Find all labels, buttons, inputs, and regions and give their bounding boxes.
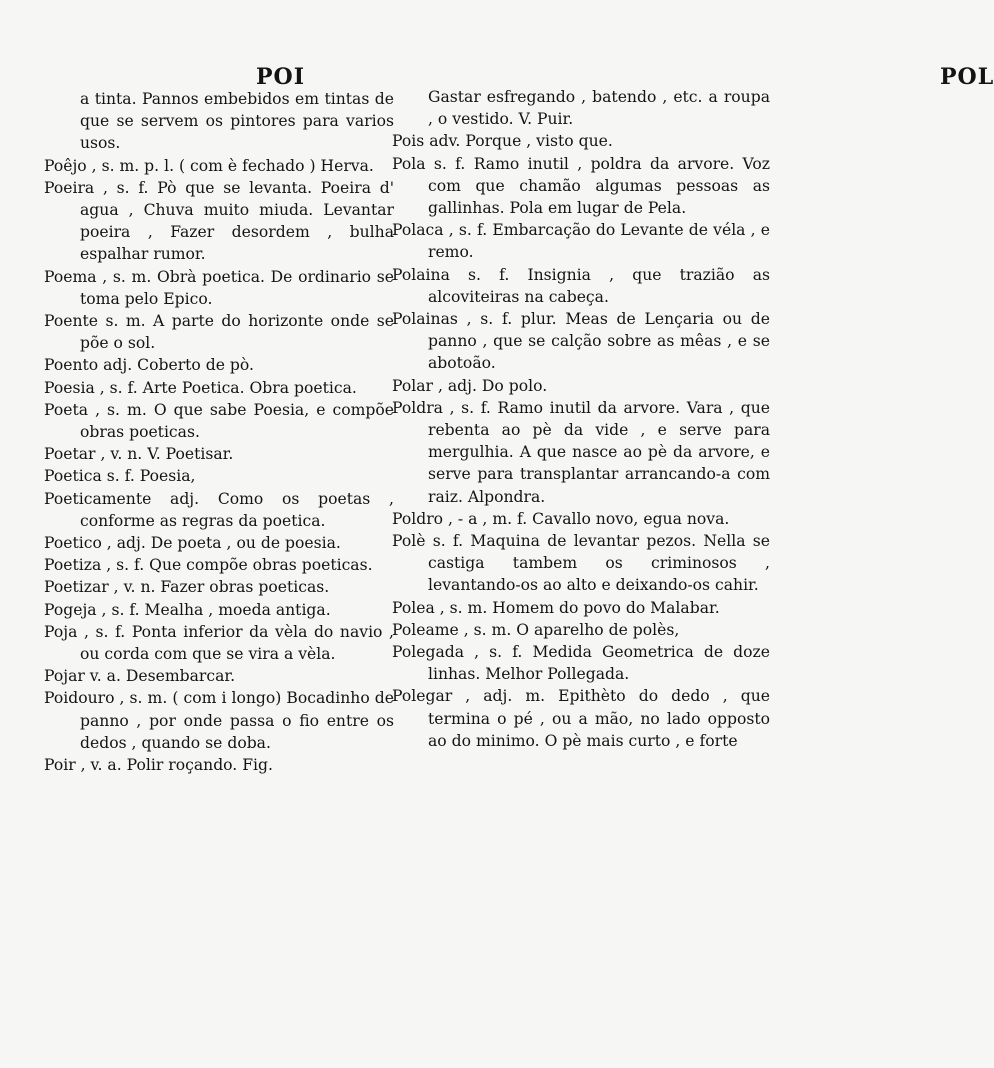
dictionary-entry: Poesia , s. f. Arte Poetica. Obra poetica. (44, 378, 357, 397)
dictionary-entry: Poleame , s. m. O aparelho de polès, (392, 620, 680, 639)
continued-entry: Gastar esfregando , batendo , etc. a roupa , o vestido. V. Puir. (428, 88, 770, 129)
dictionary-entry: Poetica s. f. Poesia, (44, 467, 196, 486)
dictionary-entry: Polar , adj. Do polo. (392, 376, 548, 395)
dictionary-entry: Poêjo , s. m. p. l. ( com è fechado ) Herva. (44, 156, 374, 175)
right-running-header: POL (940, 64, 994, 90)
dictionary-entry: Poeta , s. m. O que sabe Poesia, e compõe obras poeticas. (44, 400, 394, 442)
dictionary-entry: Pois adv. Porque , visto que. (392, 132, 613, 151)
dictionary-entry: Poja , s. f. Ponta inferior da vèla do navio , ou corda com que se vira a vèla. (44, 622, 394, 664)
dictionary-entry: Pojar v. a. Desembarcar. (44, 667, 236, 686)
dictionary-entry: Polegada , s. f. Medida Geometrica de doze linhas. Melhor Pollegada. (392, 643, 770, 684)
right-entries (392, 86, 770, 752)
dictionary-entry: Polè s. f. Maquina de levantar pezos. Nella se castiga tambem os criminosos , levantando-os ao alto e deixando-os cahir. (392, 532, 770, 595)
dictionary-entry: Polea , s. m. Homem do povo do Malabar. (392, 598, 720, 617)
dictionary-entry: Poento adj. Coberto de pò. (44, 356, 254, 375)
dictionary-entry: Poldro , - a , m. f. Cavallo novo, egua nova. (392, 509, 730, 528)
dictionary-entry: Poetico , adj. De poeta , ou de poesia. (44, 534, 341, 553)
dictionary-entry: Polaca , s. f. Embarcação do Levante de véla , e remo. (392, 221, 770, 262)
left-running-header: POI (256, 64, 305, 90)
dictionary-entry: Poldra , s. f. Ramo inutil da arvore. Vara , que rebenta ao pè da vide , e serve para mergulhia. A que nasce ao pè da arvore, e serve para transplantar arrancando-a com raiz. Alpondra. (392, 398, 770, 506)
dictionary-entry: Poeticamente adj. Como os poetas , conforme as regras da poetica. (44, 489, 394, 530)
dictionary-entry: Poema , s. m. Obrà poetica. De ordinario se toma pelo Epico. (44, 267, 394, 308)
dictionary-entry: Polaina s. f. Insignia , que trazião as alcoviteiras na cabeça. (392, 265, 770, 306)
continued-entry: a tinta. Pannos embebidos em tintas de que se servem os pintores para varios usos. (80, 90, 394, 153)
dictionary-entry: Poeira , s. f. Pò que se levanta. Poeira d' agua , Chuva muito miuda. Levantar poeira , Fazer desordem , bulha espalhar rumor. (44, 178, 394, 264)
dictionary-entry: Pola s. f. Ramo inutil , poldra da arvore. Voz com que chamão algumas pessoas as gallinhas. Pola em lugar de Pela. (392, 154, 770, 218)
dictionary-entry: Poetiza , s. f. Que compõe obras poeticas. (44, 556, 373, 575)
dictionary-entry: Poetizar , v. n. Fazer obras poeticas. (44, 578, 330, 597)
dictionary-entry: Poidouro , s. m. ( com i longo) Bocadinho de panno , por onde passa o fio entre os dedos , quando se doba. (44, 689, 394, 752)
dictionary-entry: Polegar , adj. m. Epithèto do dedo , que termina o pé , ou a mão, no lado opposto ao do minimo. O pè mais curto , e forte (392, 687, 770, 750)
dictionary-entry: Poente s. m. A parte do horizonte onde se põe o sol. (44, 312, 394, 353)
dictionary-entry: Pogeja , s. f. Mealha , moeda antiga. (44, 600, 331, 619)
dictionary-entry: Poir , v. a. Polir roçando. Fig. (44, 756, 273, 775)
left-entries (44, 88, 394, 776)
dictionary-entry: Poetar , v. n. V. Poetisar. (44, 445, 234, 464)
dictionary-entry: Polainas , s. f. plur. Meas de Lençaria ou de panno , que se calção sobre as mêas , e se abotoão. (392, 310, 770, 373)
